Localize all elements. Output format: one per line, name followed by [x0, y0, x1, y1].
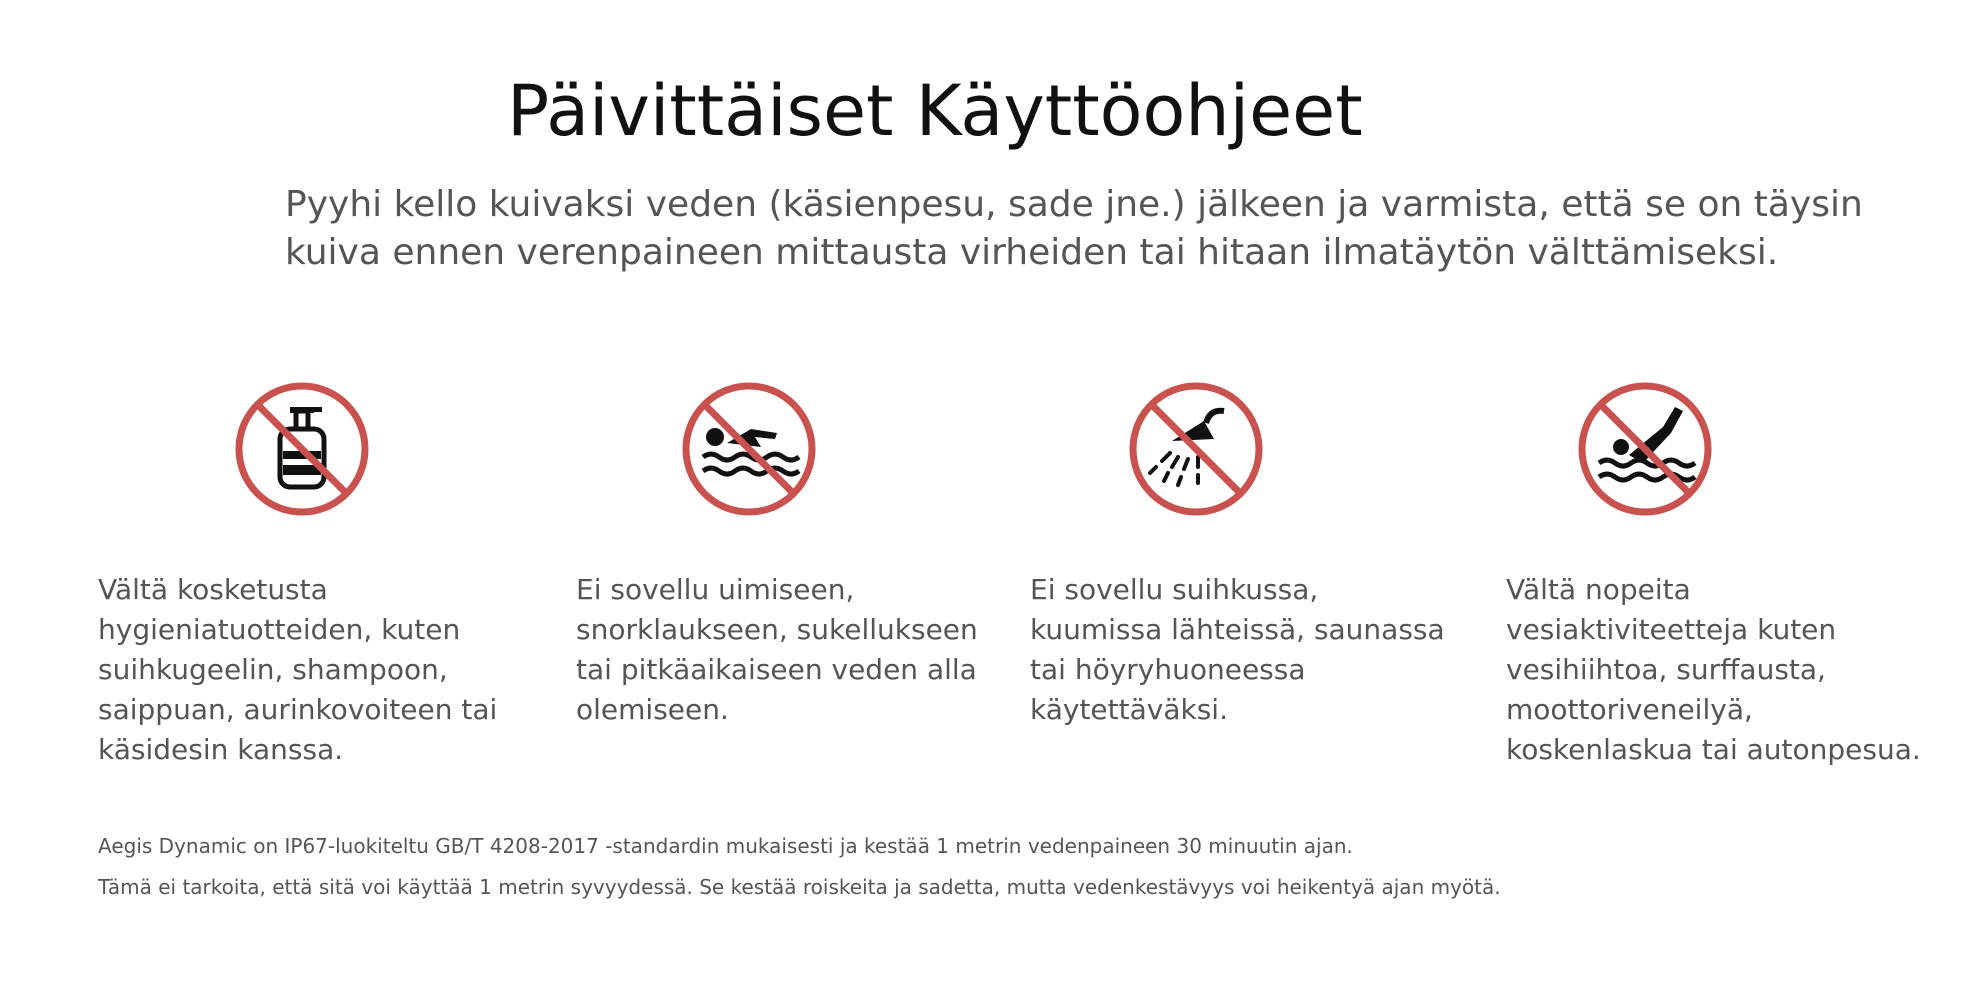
footnote-depth-disclaimer: Tämä ei tarkoita, että sitä voi käyttää 1 metrin syvyydessä. Se kestää roiskeita ja sadetta, mutta vedenkestävyys voi heikentyä ajan myötä.: [98, 875, 1501, 899]
no-swimming-icon: [681, 381, 817, 517]
footnote-ip67: Aegis Dynamic on IP67-luokiteltu GB/T 4208-2017 -standardin mukaisesti ja kestää 1 metrin vedenpaineen 30 minuutin ajan.: [98, 834, 1353, 858]
warning-line: Vältä kosketusta: [98, 573, 328, 606]
warning-line: käytettäväksi.: [1030, 693, 1228, 726]
intro-line: kuiva ennen verenpaineen mittausta virheiden tai hitaan ilmatäytön välttämiseksi.: [285, 232, 1779, 273]
warning-line: Ei sovellu suihkussa,: [1030, 573, 1319, 606]
warning-line: kuumissa lähteissä, saunassa: [1030, 613, 1445, 646]
warning-line: olemiseen.: [576, 693, 729, 726]
no-shower-icon: [1128, 381, 1264, 517]
intro-line: Pyyhi kello kuivaksi veden (käsienpesu, sade jne.) jälkeen ja varmista, että se on täysin: [285, 184, 1863, 225]
warning-text-soap: [98, 570, 497, 770]
warning-text-shower: [1030, 570, 1445, 730]
warning-line: suihkugeelin, shampoon,: [98, 653, 448, 686]
no-diving-icon: [1577, 381, 1713, 517]
page-title: Päivittäiset Käyttöohjeet: [507, 70, 1363, 152]
warning-line: saippuan, aurinkovoiteen tai: [98, 693, 498, 726]
warning-text-swimming: [576, 570, 978, 730]
warning-line: Ei sovellu uimiseen,: [576, 573, 855, 606]
warning-line: Vältä nopeita: [1506, 573, 1691, 606]
warning-line: moottoriveneilyä,: [1506, 693, 1753, 726]
warning-line: tai höyryhuoneessa: [1030, 653, 1306, 686]
warning-line: koskenlaskua tai autonpesua.: [1506, 733, 1921, 766]
warning-line: vesiaktiviteetteja kuten: [1506, 613, 1837, 646]
warning-line: käsidesin kanssa.: [98, 733, 344, 766]
warning-line: vesihiihtoa, surffausta,: [1506, 653, 1826, 686]
intro-paragraph: [285, 181, 1863, 277]
warning-line: snorklaukseen, sukellukseen: [576, 613, 978, 646]
warning-text-water-activities: [1506, 570, 1921, 770]
warning-line: tai pitkäaikaiseen veden alla: [576, 653, 977, 686]
no-soap-bottle-icon: [234, 381, 370, 517]
warning-line: hygieniatuotteiden, kuten: [98, 613, 461, 646]
